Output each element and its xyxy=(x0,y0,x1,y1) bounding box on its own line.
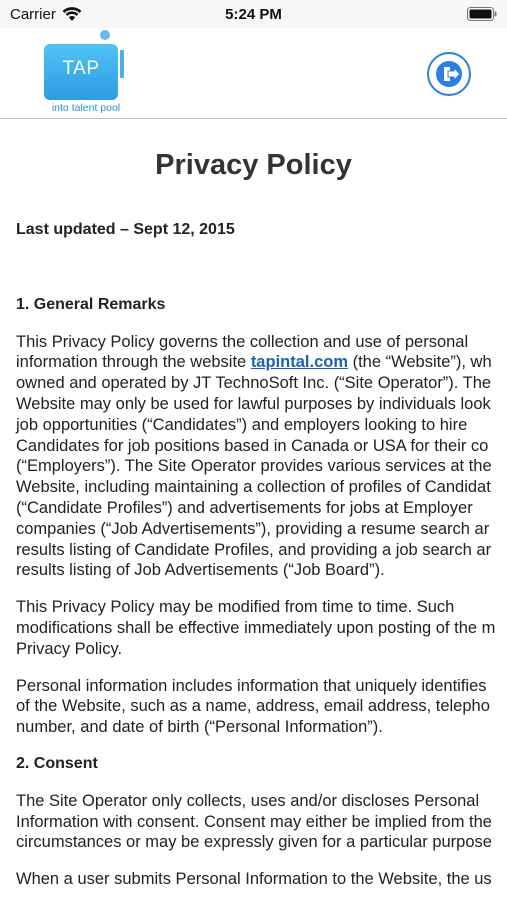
text-line: Privacy Policy. xyxy=(16,639,123,658)
paragraph-general-remarks xyxy=(16,332,507,582)
carrier-label: Carrier xyxy=(10,6,56,23)
text-line: Personal information includes information that uniquely identifies xyxy=(16,676,487,695)
text-line: modifications shall be effective immediately upon posting of the m xyxy=(16,618,496,637)
paragraph-submission xyxy=(16,869,507,890)
logo-dot xyxy=(100,30,110,40)
text-line: companies (“Job Advertisements”), providing a resume search ar xyxy=(16,519,490,538)
section-title-general-remarks: 1. General Remarks xyxy=(16,295,166,313)
text-line: (“Employers”). The Site Operator provides various services at the xyxy=(16,457,492,476)
text-line: Candidates for job positions based in Canada or USA for their co xyxy=(16,436,489,455)
last-updated: Last updated – Sept 12, 2015 xyxy=(16,221,235,238)
text-line: Website, including maintaining a collection of profiles of Candidat xyxy=(16,478,491,497)
text-line: circumstances or may be expressly given for a particular purpose xyxy=(16,833,492,852)
page-title: Privacy Policy xyxy=(155,149,352,181)
text-line: Information with consent. Consent may either be implied from the xyxy=(16,812,492,831)
app-header xyxy=(0,28,507,119)
logo-bar xyxy=(120,50,124,78)
paragraph-personal-information xyxy=(16,676,507,738)
logout-icon xyxy=(433,58,465,90)
text-line: (“Candidate Profiles”) and advertisements for jobs at Employer xyxy=(16,498,473,517)
text-line: job opportunities (“Candidates”) and employers looking to hire xyxy=(16,415,468,434)
text-segment: (the “Website”), wh xyxy=(348,353,492,372)
text-line: Website may only be used for lawful purposes by individuals look xyxy=(16,394,491,413)
text-line: This Privacy Policy may be modified from time to time. Such xyxy=(16,598,455,617)
logout-button[interactable] xyxy=(427,52,471,96)
logo-tagline: into talent pool xyxy=(51,102,121,114)
text-line: The Site Operator only collects, uses and/or discloses Personal xyxy=(16,791,480,810)
paragraph-consent xyxy=(16,791,507,853)
policy-content xyxy=(16,118,507,890)
website-link[interactable]: tapintal.com xyxy=(250,353,348,372)
text-line: number, and date of birth (“Personal Information”). xyxy=(16,718,383,737)
text-line: results listing of Job Advertisements (“Job Board”). xyxy=(16,561,385,580)
text-line: owned and operated by JT TechnoSoft Inc. (“Site Operator”). The xyxy=(16,374,492,393)
text-line: of the Website, such as a name, address, email address, telepho xyxy=(16,697,490,716)
text-line: When a user submits Personal Information to the Website, the us xyxy=(16,870,492,889)
text-line: This Privacy Policy governs the collection and use of personal xyxy=(16,332,469,351)
tap-logo[interactable] xyxy=(38,28,134,118)
section-title-consent: 2. Consent xyxy=(16,754,98,772)
status-bar xyxy=(0,0,507,28)
text-line-with-link xyxy=(16,352,507,373)
logo-text: TAP xyxy=(62,58,100,79)
paragraph-modifications xyxy=(16,597,507,659)
battery-icon xyxy=(467,7,497,21)
clock: 5:24 PM xyxy=(225,6,282,23)
text-line: results listing of Candidate Profiles, and providing a job search ar xyxy=(16,540,492,559)
text-segment: information through the website xyxy=(16,353,251,372)
